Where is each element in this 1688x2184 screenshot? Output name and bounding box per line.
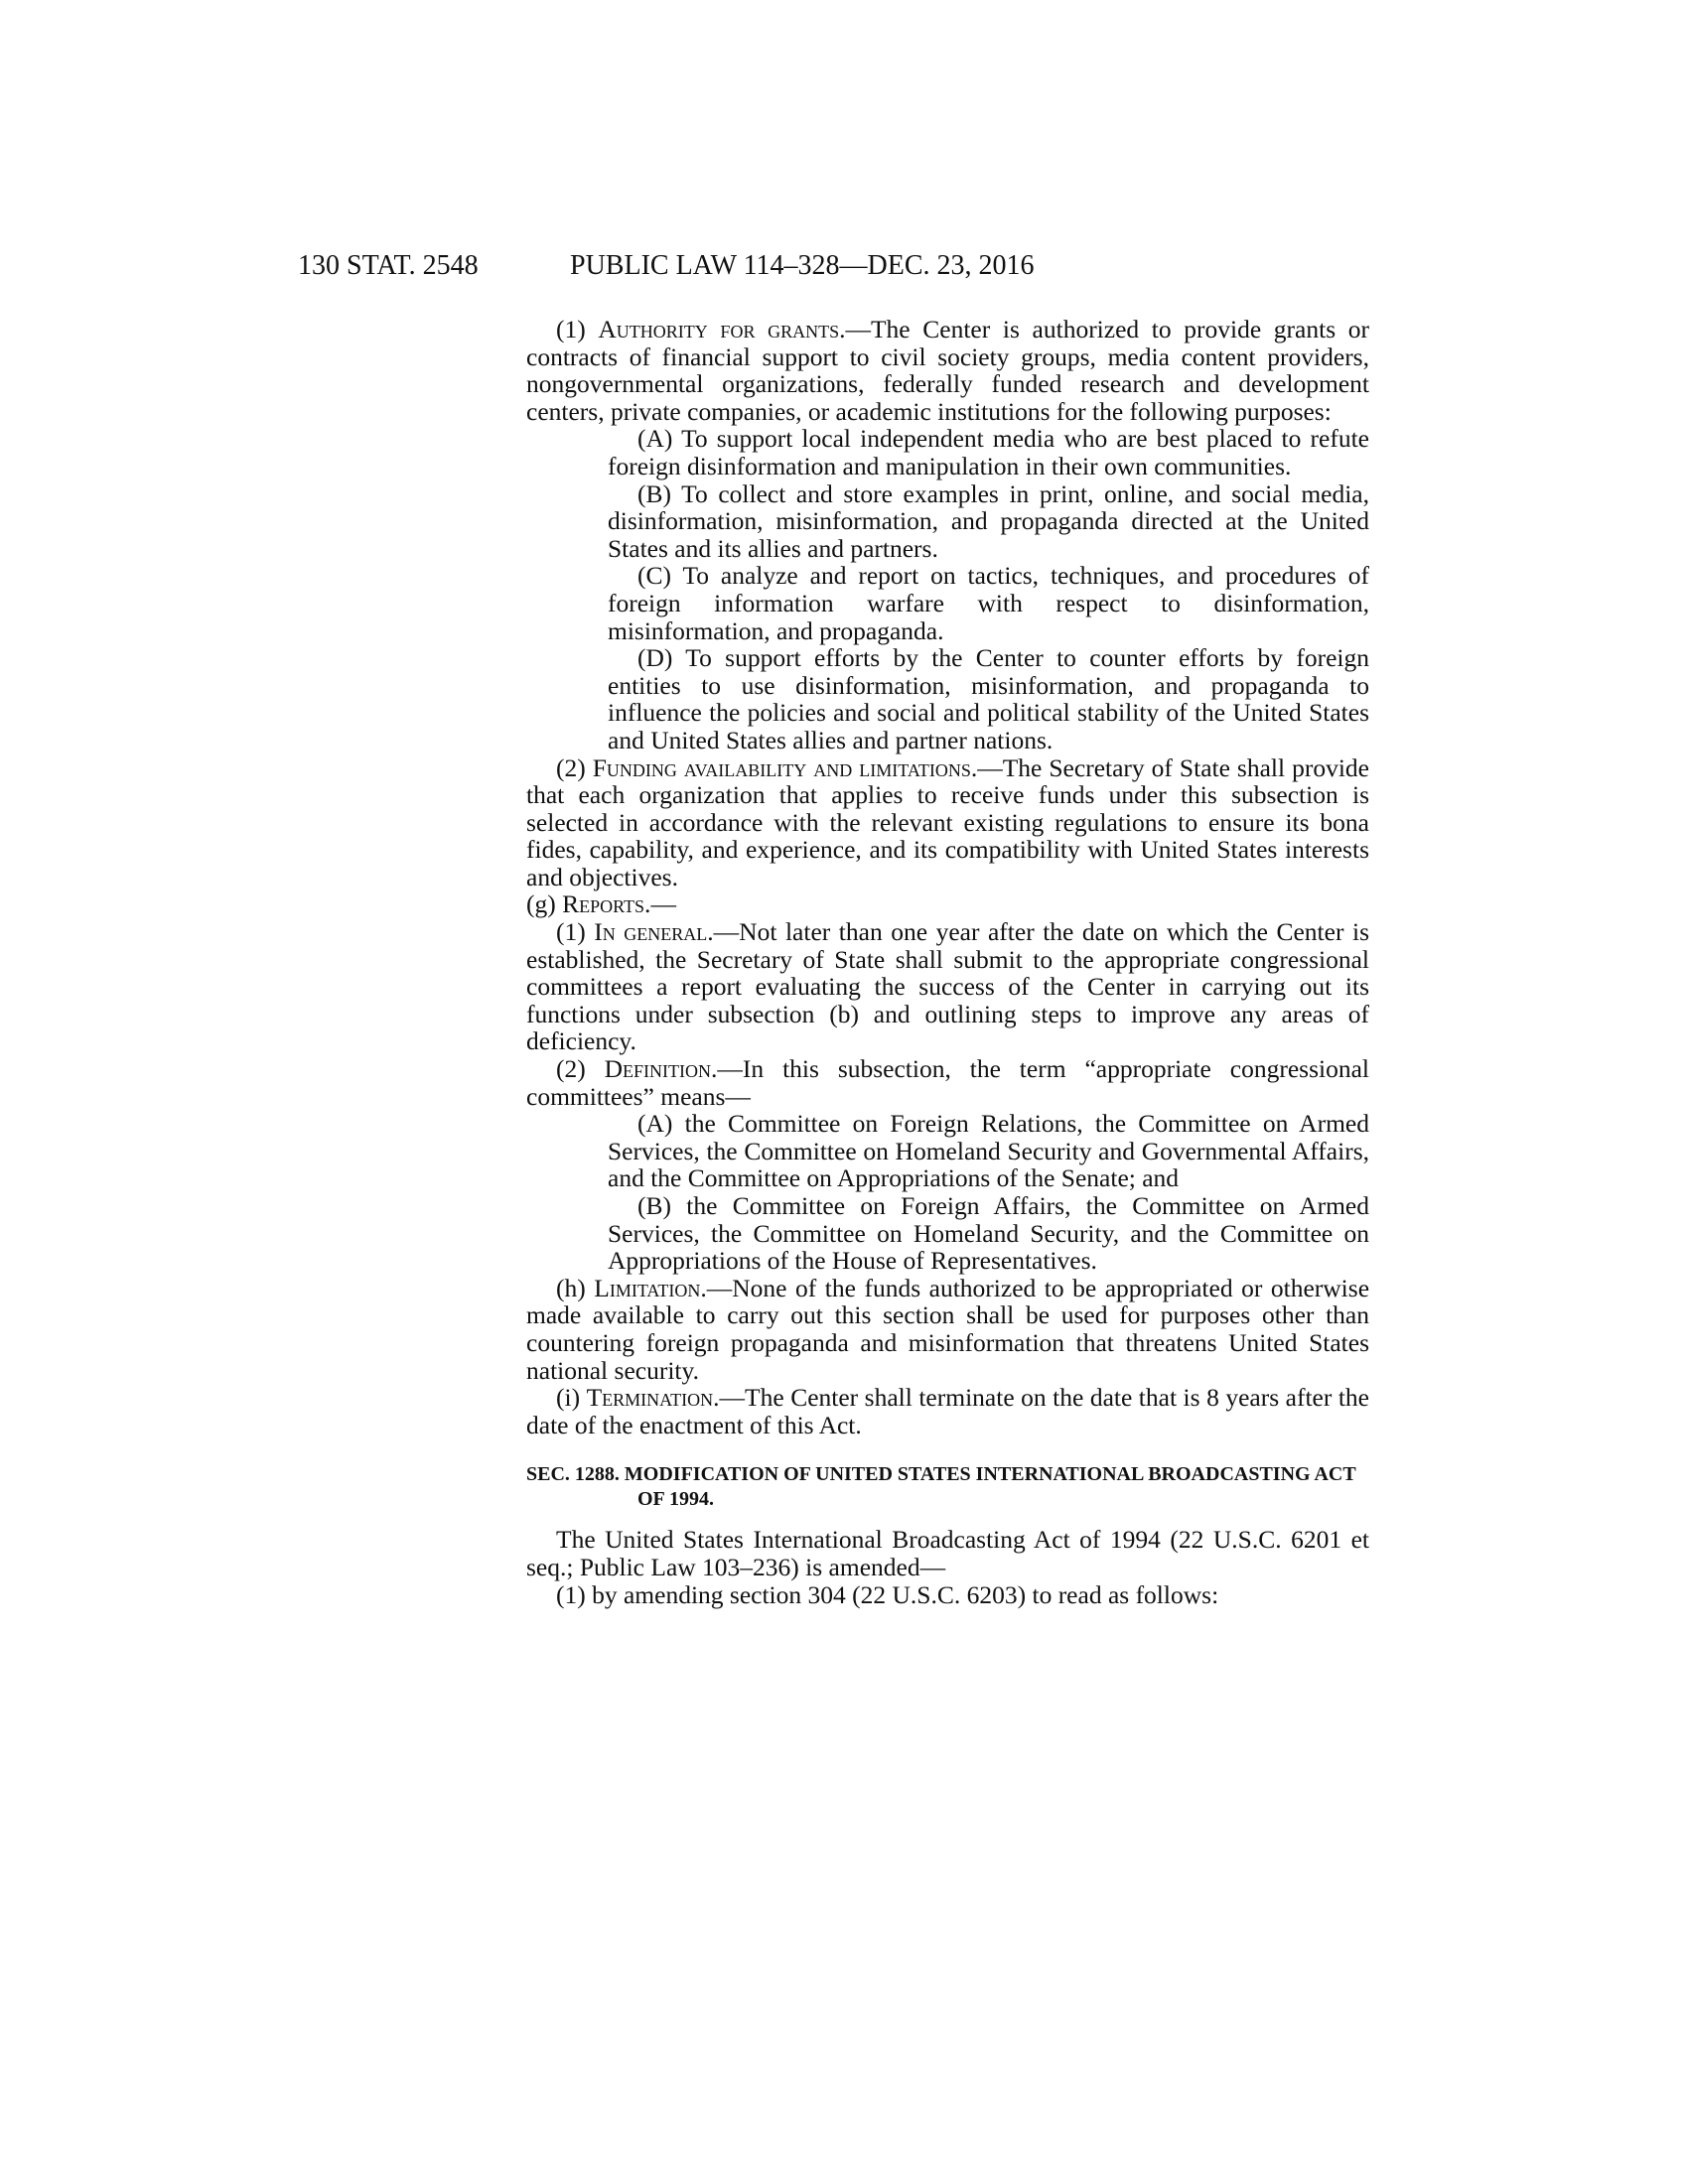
paragraph-marker: (1) xyxy=(556,315,586,343)
paragraph-marker: (1) xyxy=(556,917,586,947)
paragraph-in-general xyxy=(526,918,1369,1055)
section-heading: SEC. 1288. MODIFICATION OF UNITED STATES INTERNATIONAL BROADCASTING ACT OF 1994. xyxy=(526,1463,1356,1511)
paragraph-text: —None of the funds authorized to be appropriated or otherwise made available to carry out this section shall be used for purposes other than countering foreign propaganda and misinformation that threatens United States national security. xyxy=(526,1273,1370,1385)
subparagraph-b xyxy=(526,480,1369,563)
paragraph-text: —The Secretary of State shall provide that each organization that applies to receive funds under this subsection is selected in accordance with the relevant existing regulations to ensure its bona fides, capability, and experience, and its compatibility with United States interests and objectives. xyxy=(526,752,1369,891)
subparagraph-c xyxy=(526,562,1369,644)
paragraph-text: To analyze and report on tactics, techniques, and procedures of foreign information warfare with respect to disinformation, misinformation, and propaganda. xyxy=(608,561,1369,645)
section-intro: The United States International Broadcasting Act of 1994 (22 U.S.C. 6201 et seq.; Public Law 103–236) is amended— xyxy=(526,1525,1369,1581)
subsection-h-limitation xyxy=(526,1275,1369,1384)
subparagraph-a xyxy=(526,425,1369,479)
paragraph-text: —In this subsection, the term “appropriate congressional committees” means— xyxy=(526,1054,1369,1111)
paragraph-authority-for-grants xyxy=(526,316,1369,425)
paragraph-funding-availability xyxy=(526,754,1369,891)
paragraph-text: — xyxy=(650,889,676,919)
paragraph-text: —The Center is authorized to provide grants or contracts of financial support to civil society groups, media content providers, nongovernmental organizations, federally funded research and development centers, private companies, or academic institutions for the following purposes: xyxy=(526,315,1370,426)
statute-body xyxy=(526,316,1369,1608)
subparagraph-d xyxy=(526,644,1369,753)
paragraph-text: the Committee on Foreign Relations, the Committee on Armed Services, the Committee on Homeland Security and Governmental Affairs, and the Committee on Appropriations of the Senate; and xyxy=(608,1109,1369,1193)
paragraph-text: To support local independent media who are best placed to refute foreign disinformation and manipulation in their own communities. xyxy=(608,424,1369,480)
paragraph-marker: (D) xyxy=(637,643,673,673)
paragraph-heading: Authority for grants. xyxy=(598,315,846,343)
subsection-i-termination xyxy=(526,1384,1369,1438)
section-item-1 xyxy=(526,1581,1369,1609)
paragraph-marker: (2) xyxy=(556,752,586,782)
paragraph-text: —Not later than one year after the date on which the Center is established, the Secretary of State shall submit to the appropriate congressional committees a report evaluating the success of the Center in carrying out its functions under subsection (b) and outlining steps to improve any areas of deficiency. xyxy=(526,917,1369,1056)
paragraph-heading: Limitation. xyxy=(594,1273,707,1302)
paragraph-heading: Definition. xyxy=(604,1054,718,1084)
paragraph-heading: Funding availability and limitations. xyxy=(592,752,978,782)
paragraph-marker: (C) xyxy=(637,561,671,591)
subparagraph-senate-committees xyxy=(526,1110,1369,1192)
paragraph-marker: (1) xyxy=(556,1579,586,1609)
paragraph-marker: (B) xyxy=(637,478,671,508)
paragraph-heading: Termination. xyxy=(586,1383,720,1413)
subparagraph-house-committees xyxy=(526,1192,1369,1275)
paragraph-marker: (2) xyxy=(556,1054,586,1084)
paragraph-marker: (B) xyxy=(637,1191,671,1220)
paragraph-text: by amending section 304 (22 U.S.C. 6203) to read as follows: xyxy=(592,1579,1219,1609)
paragraph-text: To collect and store examples in print, online, and social media, disinformation, misinformation, and propaganda directed at the United States and its allies and partners. xyxy=(608,478,1370,563)
paragraph-marker: (A) xyxy=(637,1109,673,1139)
page-header xyxy=(298,246,1390,286)
paragraph-heading: Reports. xyxy=(562,889,651,919)
public-law-citation: PUBLIC LAW 114–328—DEC. 23, 2016 xyxy=(570,250,1035,281)
paragraph-marker: (A) xyxy=(637,424,673,454)
paragraph-definition xyxy=(526,1055,1369,1110)
stat-citation: 130 STAT. 2548 xyxy=(298,250,479,281)
paragraph-text: To support efforts by the Center to counter efforts by foreign entities to use disinformation, misinformation, and propaganda to influence the policies and social and political stability of the United States and United States allies and partner nations. xyxy=(608,643,1369,754)
paragraph-heading: In general. xyxy=(594,917,714,947)
paragraph-text: —The Center shall terminate on the date that is 8 years after the date of the enactment of this Act. xyxy=(526,1383,1370,1439)
subsection-g-reports xyxy=(526,890,1369,918)
paragraph-marker: (h) xyxy=(556,1273,586,1302)
paragraph-marker: (g) xyxy=(526,889,556,919)
paragraph-marker: (i) xyxy=(556,1383,581,1413)
paragraph-text: the Committee on Foreign Affairs, the Committee on Armed Services, the Committee on Homeland Security, and the Committee on Appropriations of the House of Representatives. xyxy=(608,1191,1369,1276)
